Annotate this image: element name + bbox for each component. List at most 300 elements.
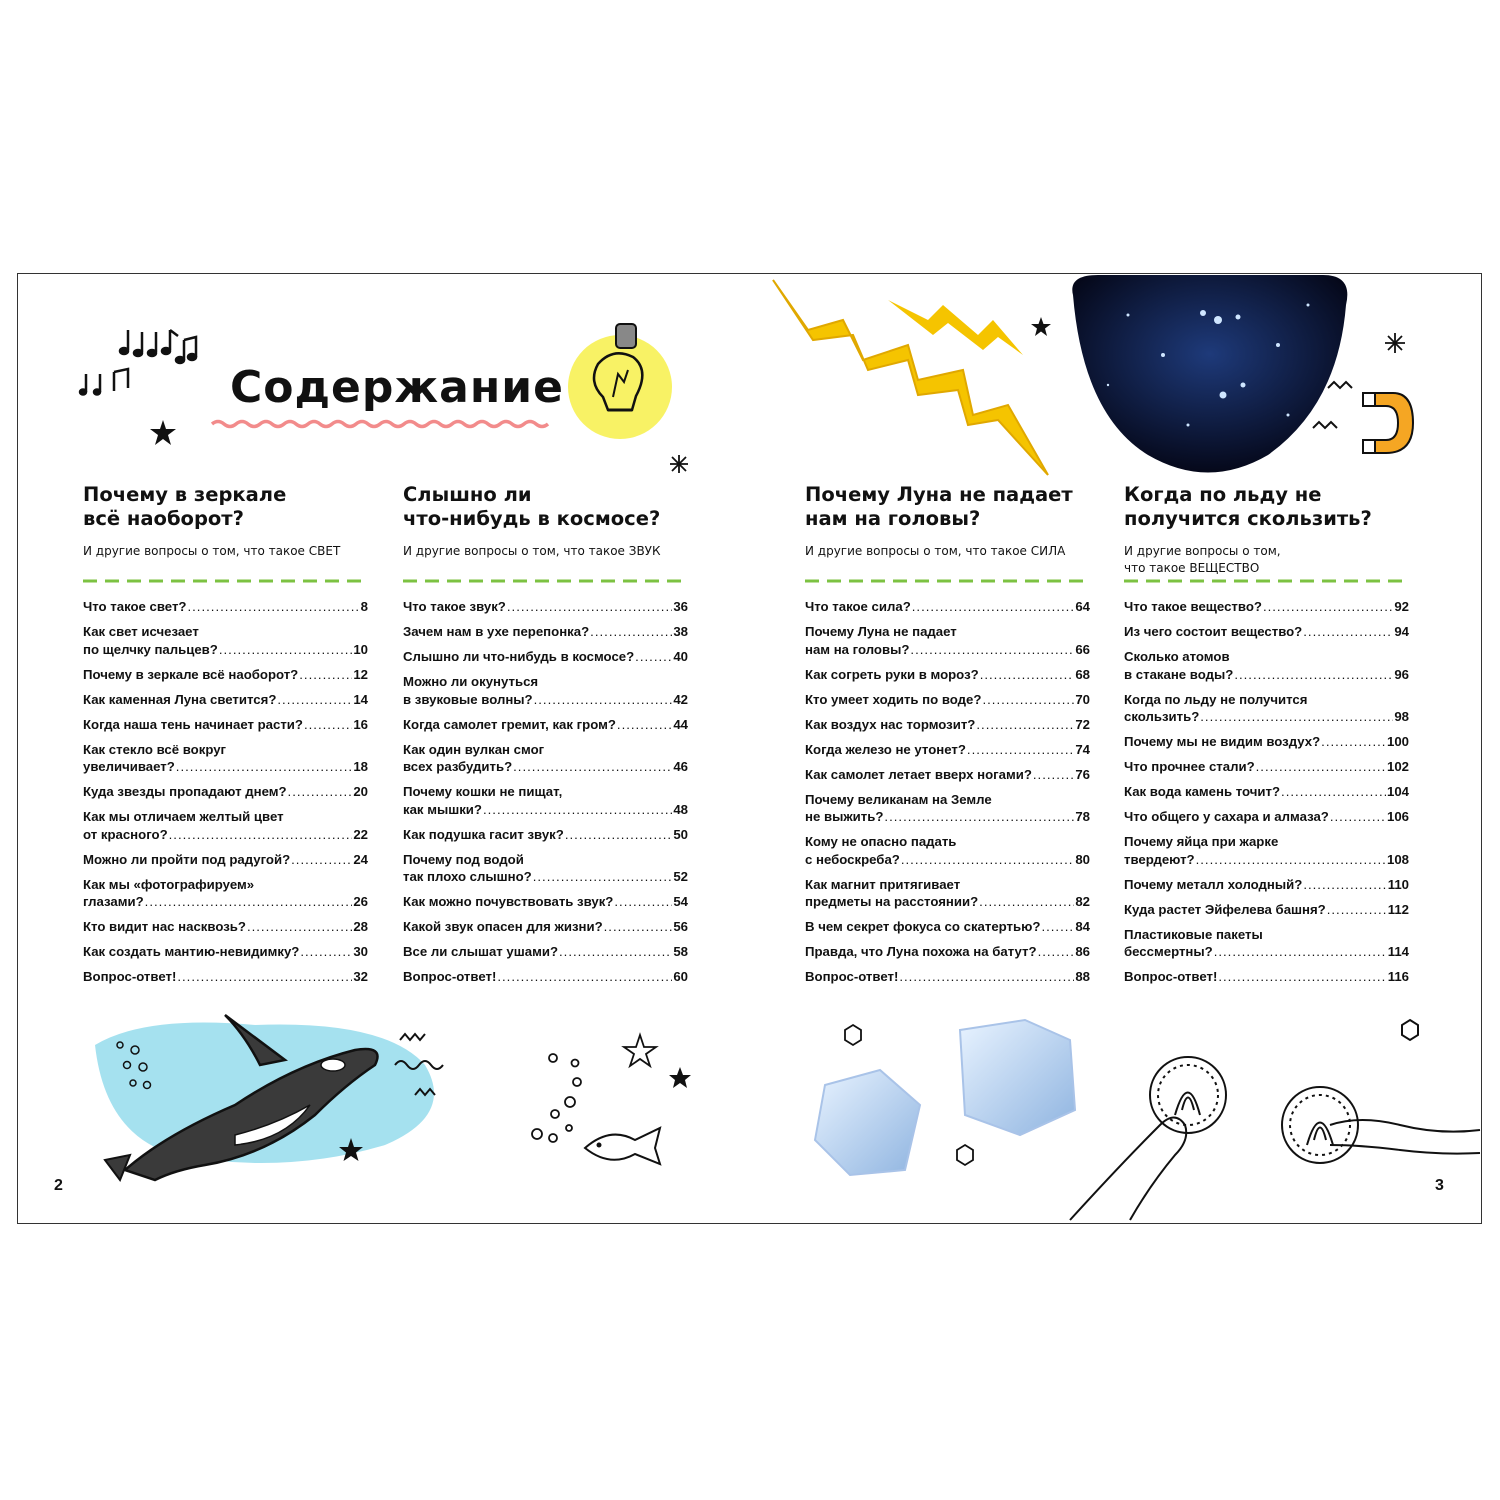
toc-entry (1124, 901, 1409, 919)
toc-entry-line-with-page (805, 666, 1090, 684)
toc-entry-text: Как согреть руки в мороз? (805, 666, 979, 682)
toc-entry-page: 46 (673, 759, 688, 774)
toc-entry-text: увеличивает? (83, 759, 175, 774)
toc-entry-line (1124, 648, 1409, 666)
toc-entry (805, 691, 1090, 709)
section-title: Почему в зеркале всё наоборот? (83, 483, 287, 530)
toc-entry-text: Как подушка гасит звук? (403, 826, 564, 842)
star-icon (338, 1137, 364, 1163)
section-sound-header (403, 483, 688, 560)
toc-entry-page: 70 (1075, 691, 1090, 707)
dot-leader (614, 893, 672, 911)
toc-entry-line-with-page (403, 648, 688, 666)
dot-leader (291, 851, 352, 869)
toc-entry-line (1124, 926, 1409, 944)
dot-leader (176, 758, 353, 776)
toc-entry (403, 943, 688, 961)
toc-entry-page: 84 (1075, 919, 1090, 934)
section-divider (1124, 577, 1409, 585)
toc-entry-text: Почему под водой (403, 851, 524, 867)
toc-entry-page: 100 (1386, 734, 1409, 749)
toc-entry-page: 20 (353, 784, 368, 799)
toc-entry (83, 968, 368, 986)
toc-entry-page: 64 (1075, 599, 1090, 614)
toc-entry-line-with-page (83, 826, 368, 844)
toc-entry-line-with-page (403, 943, 688, 961)
dot-leader (982, 691, 1074, 709)
sparkle-icon (1384, 332, 1406, 354)
toc-entry-page: 22 (353, 826, 368, 842)
toc-entry-text: Как один вулкан смог (403, 741, 545, 757)
dot-leader (604, 918, 673, 936)
toc-entry-text: с небоскреба? (805, 851, 900, 867)
toc-entry-line (83, 876, 368, 894)
toc-entry (1124, 648, 1409, 683)
toc-entry (1124, 876, 1409, 894)
dot-leader (559, 943, 672, 961)
toc-entry-page: 72 (1075, 716, 1090, 732)
toc-entry-line-with-page (403, 623, 688, 641)
toc-entry (1124, 968, 1409, 986)
toc-entry (403, 716, 688, 734)
toc-entry-line (83, 741, 368, 759)
toc-entry-line-with-page (1124, 901, 1409, 919)
toc-entry (805, 833, 1090, 868)
toc-entry-line-with-page (1124, 666, 1409, 684)
toc-entry (403, 623, 688, 641)
toc-entry-text: Как стекло всё вокруг (83, 741, 227, 757)
dot-leader (247, 918, 352, 936)
toc-entry-text: Как свет исчезает (83, 624, 199, 639)
dot-leader (1263, 598, 1393, 616)
toc-entry-line-with-page (1124, 851, 1409, 869)
toc-entry-text: Почему мы не видим воздух? (1124, 734, 1321, 749)
toc-entry-text: Вопрос-ответ! (83, 969, 177, 984)
toc-entry-page: 30 (353, 944, 368, 959)
toc-entry (805, 766, 1090, 784)
toc-entry-line-with-page (805, 598, 1090, 616)
toc-entry-line-with-page (805, 918, 1090, 936)
toc-entry-line (805, 876, 1090, 894)
toc-entry-line (83, 808, 368, 826)
dot-leader (1303, 623, 1393, 641)
toc-entry-page: 114 (1387, 944, 1409, 959)
toc-entry-line-with-page (403, 968, 688, 986)
toc-entry-text: предметы на расстоянии? (805, 894, 979, 909)
toc-entry-page: 104 (1386, 784, 1409, 799)
toc-entry-line-with-page (83, 641, 368, 659)
toc-entry-page: 28 (353, 919, 368, 934)
toc-entry-text: Кто умеет ходить по воде? (805, 691, 982, 707)
dot-leader (967, 741, 1074, 759)
toc-entry-line-with-page (1124, 623, 1409, 641)
toc-entry-text: Правда, что Луна похожа на батут? (805, 944, 1037, 959)
toc-entry-text: Как мы «фотографируем» (83, 876, 255, 892)
section-divider (403, 577, 688, 585)
dot-leader (513, 758, 672, 776)
toc-entry (83, 783, 368, 801)
toc-entry-page: 48 (673, 801, 688, 817)
toc-entry-page: 16 (353, 716, 368, 732)
toc-entry-text: Пластиковые пакеты (1124, 926, 1263, 942)
toc-entry-line-with-page (805, 851, 1090, 869)
toc-entry-text: Когда самолет гремит, как гром? (403, 716, 616, 732)
toc-entry (83, 716, 368, 734)
toc-entry-line-with-page (83, 943, 368, 961)
ice-cubes-image (805, 1015, 1085, 1190)
toc-entry (403, 598, 688, 616)
toc-entry-page: 52 (673, 869, 688, 884)
toc-entry-page: 86 (1075, 944, 1090, 959)
toc-entry (83, 943, 368, 961)
toc-entry-text: Как создать мантию-невидимку? (83, 944, 300, 959)
toc-entry-text: Что такое звук? (403, 599, 506, 614)
toc-entry-line (403, 783, 688, 801)
dot-leader (145, 893, 353, 911)
toc-entry-line-with-page (403, 868, 688, 886)
toc-entry (403, 783, 688, 818)
toc-entry (805, 791, 1090, 826)
toc-entry-line-with-page (1124, 876, 1409, 894)
toc-entry-page: 108 (1386, 851, 1409, 867)
dot-leader (187, 598, 359, 616)
dot-leader (507, 598, 672, 616)
section-title: Слышно ли что-нибудь в космосе? (403, 483, 661, 530)
toc-entry-text: Как самолет летает вверх ногами? (805, 766, 1032, 782)
dot-leader (1214, 943, 1387, 961)
toc-entry (1124, 808, 1409, 826)
toc-entry-line (805, 623, 1090, 641)
toc-entry-line-with-page (805, 968, 1090, 986)
toc-entry (403, 851, 688, 886)
toc-entry-text: Почему кошки не пищат, (403, 784, 563, 799)
toc-entry-text: Куда растет Эйфелева башня? (1124, 901, 1326, 917)
toc-entry-page: 10 (353, 641, 368, 657)
toc-entry-text: так плохо слышно? (403, 869, 532, 884)
dot-leader (277, 691, 352, 709)
dot-leader (1038, 943, 1075, 961)
toc-entry-line-with-page (403, 918, 688, 936)
toc-entry-line-with-page (1124, 808, 1409, 826)
page-number-right: 3 (1435, 1177, 1444, 1194)
toc-entry-line-with-page (1124, 758, 1409, 776)
toc-entry-text: Куда звезды пропадают днем? (83, 784, 287, 799)
toc-list-matter (1124, 598, 1409, 993)
toc-entry-line-with-page (83, 598, 368, 616)
toc-entry-line-with-page (83, 716, 368, 734)
dot-leader (1303, 876, 1386, 894)
toc-entry-text: Почему в зеркале всё наоборот? (83, 666, 299, 682)
toc-entry-page: 106 (1386, 809, 1409, 824)
toc-entry-page: 80 (1075, 851, 1090, 867)
toc-entry-line-with-page (83, 758, 368, 776)
toc-entry-page: 12 (353, 666, 368, 682)
toc-entry-page: 88 (1075, 969, 1090, 984)
dot-leader (1234, 666, 1393, 684)
toc-entry-page: 58 (673, 944, 688, 959)
section-title: Почему Луна не падает нам на головы? (805, 483, 1073, 530)
toc-entry-text: в звуковые волны? (403, 691, 533, 707)
toc-entry-text: бессмертны? (1124, 944, 1213, 959)
toc-entry-text: Сколько атомов (1124, 649, 1230, 664)
toc-entry-line-with-page (83, 851, 368, 869)
sparkle-icon (669, 454, 689, 474)
toc-entry-text: Как каменная Луна светится? (83, 691, 277, 707)
star-icon (148, 418, 178, 448)
dot-leader (617, 716, 672, 734)
toc-entry-line-with-page (805, 943, 1090, 961)
dot-leader (534, 691, 673, 709)
section-light-header (83, 483, 368, 560)
toc-entry-page: 96 (1394, 666, 1409, 682)
dot-leader (910, 641, 1074, 659)
toc-entry-page: 82 (1075, 894, 1090, 909)
toc-entry-text: Что прочнее стали? (1124, 759, 1255, 774)
toc-entry (1124, 691, 1409, 726)
dot-leader (1041, 918, 1074, 936)
dot-leader (1281, 783, 1386, 801)
toc-entry-text: Что такое сила? (805, 599, 911, 614)
toc-entry-text: Что такое свет? (83, 599, 187, 614)
dot-leader (980, 666, 1075, 684)
toc-entry-text: Можно ли пройти под радугой? (83, 851, 291, 867)
toc-entry (83, 598, 368, 616)
toc-entry-page: 54 (673, 894, 688, 909)
toc-entry-text: Когда наша тень начинает расти? (83, 716, 303, 732)
toc-entry-line-with-page (805, 716, 1090, 734)
toc-entry (83, 666, 368, 684)
toc-entry-line-with-page (83, 893, 368, 911)
section-subtitle: И другие вопросы о том, что такое СВЕТ (83, 544, 341, 558)
toc-entry-text: от красного? (83, 826, 168, 842)
toc-entry-text: Когда железо не утонет? (805, 741, 966, 757)
toc-entry (1124, 783, 1409, 801)
toc-entry-page: 94 (1394, 624, 1409, 639)
toc-entry-line-with-page (83, 918, 368, 936)
toc-entry-text: твердеют? (1124, 851, 1195, 867)
toc-entry-line-with-page (83, 968, 368, 986)
dot-leader (884, 808, 1074, 826)
toc-entry-page: 18 (353, 759, 368, 774)
toc-entry (1124, 758, 1409, 776)
toc-entry (403, 918, 688, 936)
toc-entry-text: Как можно почувствовать звук? (403, 894, 614, 909)
toc-entry-line-with-page (1124, 943, 1409, 961)
dot-leader (304, 716, 352, 734)
toc-entry-page: 50 (673, 826, 688, 842)
toc-entry (1124, 733, 1409, 751)
toc-entry (805, 666, 1090, 684)
toc-entry-line-with-page (1124, 708, 1409, 726)
toc-entry (403, 968, 688, 986)
toc-entry (83, 623, 368, 658)
dot-leader (497, 968, 672, 986)
hands-coins-illustration (1060, 1015, 1485, 1225)
toc-entry-line-with-page (805, 641, 1090, 659)
section-force-header (805, 483, 1090, 560)
toc-entry-text: Что общего у сахара и алмаза? (1124, 809, 1329, 824)
toc-entry-line-with-page (403, 691, 688, 709)
toc-entry-page: 98 (1394, 709, 1409, 724)
toc-entry-line-with-page (83, 691, 368, 709)
toc-entry-text: Почему яйца при жарке (1124, 834, 1279, 849)
toc-entry-line-with-page (403, 826, 688, 844)
toc-entry-line-with-page (805, 893, 1090, 911)
dot-leader (976, 716, 1074, 734)
toc-entry-line-with-page (403, 598, 688, 616)
toc-entry-page: 36 (673, 599, 688, 614)
dot-leader (899, 968, 1074, 986)
toc-entry-page: 24 (353, 851, 368, 867)
toc-entry-page: 38 (673, 624, 688, 639)
dot-leader (219, 641, 352, 659)
toc-entry (83, 741, 368, 776)
toc-entry-page: 26 (353, 894, 368, 909)
toc-entry-line-with-page (805, 766, 1090, 784)
dot-leader (912, 598, 1075, 616)
dot-leader (169, 826, 353, 844)
toc-entry (805, 943, 1090, 961)
section-divider (83, 577, 368, 585)
dot-leader (1196, 851, 1386, 869)
toc-entry-line (1124, 691, 1409, 709)
toc-entry-line-with-page (403, 758, 688, 776)
toc-list-force (805, 598, 1090, 993)
toc-entry (403, 893, 688, 911)
magnet-icon (1308, 378, 1418, 468)
page-title: Содержание (230, 362, 564, 413)
toc-entry-text: Почему металл холодный? (1124, 876, 1303, 892)
dot-leader (590, 623, 672, 641)
dot-leader (1330, 808, 1386, 826)
toc-entry-page: 60 (673, 969, 688, 984)
toc-entry-text: глазами? (83, 894, 144, 909)
toc-entry-text: Как воздух нас тормозит? (805, 716, 976, 732)
dot-leader (1218, 968, 1386, 986)
toc-entry-text: по щелчку пальцев? (83, 641, 218, 657)
toc-entry-line-with-page (403, 716, 688, 734)
toc-entry-line (403, 851, 688, 869)
toc-entry-text: Когда по льду не получится (1124, 691, 1308, 707)
toc-entry (403, 826, 688, 844)
dot-leader (300, 943, 352, 961)
toc-entry-page: 116 (1387, 969, 1409, 984)
toc-entry-text: Что такое вещество? (1124, 599, 1262, 614)
toc-entry-text: Вопрос-ответ! (805, 969, 899, 984)
toc-entry-text: в стакане воды? (1124, 666, 1234, 682)
dot-leader (299, 666, 352, 684)
toc-entry (805, 741, 1090, 759)
section-matter-header (1124, 483, 1409, 577)
toc-entry-page: 14 (353, 691, 368, 707)
toc-entry-line-with-page (1124, 968, 1409, 986)
toc-entry-line-with-page (403, 801, 688, 819)
dot-leader (979, 893, 1074, 911)
lightning-icon (768, 275, 1058, 485)
toc-entry-line (83, 623, 368, 641)
toc-entry (1124, 833, 1409, 868)
dot-leader (533, 868, 673, 886)
toc-entry-text: Кто видит нас насквозь? (83, 919, 246, 934)
toc-entry-line-with-page (1124, 783, 1409, 801)
toc-entry-text: Из чего состоит вещество? (1124, 624, 1303, 639)
toc-entry-text: Как магнит притягивает (805, 876, 961, 892)
toc-entry-page: 76 (1075, 766, 1090, 782)
toc-entry (805, 598, 1090, 616)
toc-entry-text: Вопрос-ответ! (1124, 969, 1218, 984)
toc-entry-line (805, 833, 1090, 851)
music-notes-icon (78, 322, 203, 402)
toc-entry-line-with-page (83, 666, 368, 684)
toc-entry-page: 40 (673, 649, 688, 664)
dot-leader (1256, 758, 1386, 776)
toc-entry-page: 56 (673, 919, 688, 934)
toc-entry (805, 876, 1090, 911)
toc-entry-page: 66 (1075, 641, 1090, 657)
toc-entry-line (805, 791, 1090, 809)
toc-entry-line (403, 673, 688, 691)
toc-entry-text: Кому не опасно падать (805, 834, 957, 849)
dot-leader (1327, 901, 1387, 919)
toc-entry-text: Какой звук опасен для жизни? (403, 919, 603, 934)
dot-leader (288, 783, 353, 801)
toc-entry-page: 92 (1394, 599, 1409, 614)
page-number-left: 2 (54, 1177, 63, 1194)
toc-entry-text: Все ли слышат ушами? (403, 944, 559, 959)
toc-entry (83, 691, 368, 709)
toc-list-light (83, 598, 368, 993)
toc-entry-line-with-page (805, 808, 1090, 826)
toc-list-sound (403, 598, 688, 993)
toc-entry-line (1124, 833, 1409, 851)
toc-entry-text: как мышки? (403, 801, 482, 817)
toc-entry (403, 648, 688, 666)
toc-entry (83, 808, 368, 843)
section-subtitle: И другие вопросы о том, что такое ВЕЩЕСТВО (1124, 544, 1281, 575)
dot-leader (1200, 708, 1393, 726)
dot-leader (901, 851, 1074, 869)
section-subtitle: И другие вопросы о том, что такое СИЛА (805, 544, 1066, 558)
toc-entry-page: 74 (1075, 741, 1090, 757)
toc-entry (1124, 926, 1409, 961)
toc-entry-page: 68 (1075, 666, 1090, 682)
dot-leader (565, 826, 673, 844)
toc-entry-page: 110 (1387, 876, 1409, 892)
toc-entry-page: 32 (353, 969, 368, 984)
toc-entry-page: 112 (1387, 901, 1409, 917)
fish-illustration (525, 1030, 695, 1170)
toc-entry-text: В чем секрет фокуса со скатертью? (805, 919, 1041, 934)
toc-entry-text: Слышно ли что-нибудь в космосе? (403, 649, 635, 664)
toc-entry (403, 741, 688, 776)
section-title: Когда по льду не получится скользить? (1124, 483, 1372, 530)
toc-entry (805, 968, 1090, 986)
toc-entry-text: Почему Луна не падает (805, 624, 957, 639)
section-divider (805, 577, 1090, 585)
dot-leader (635, 648, 672, 666)
toc-entry (1124, 598, 1409, 616)
light-bulb-icon (558, 312, 678, 442)
toc-entry-page: 102 (1386, 759, 1409, 774)
orca-illustration (85, 1005, 475, 1185)
toc-entry-text: нам на головы? (805, 641, 910, 657)
toc-entry-line-with-page (805, 691, 1090, 709)
toc-entry-text: Как мы отличаем желтый цвет (83, 809, 284, 824)
toc-entry-text: Можно ли окунуться (403, 674, 539, 689)
dot-leader (483, 801, 672, 819)
toc-entry-line (403, 741, 688, 759)
toc-entry-page: 42 (673, 691, 688, 707)
